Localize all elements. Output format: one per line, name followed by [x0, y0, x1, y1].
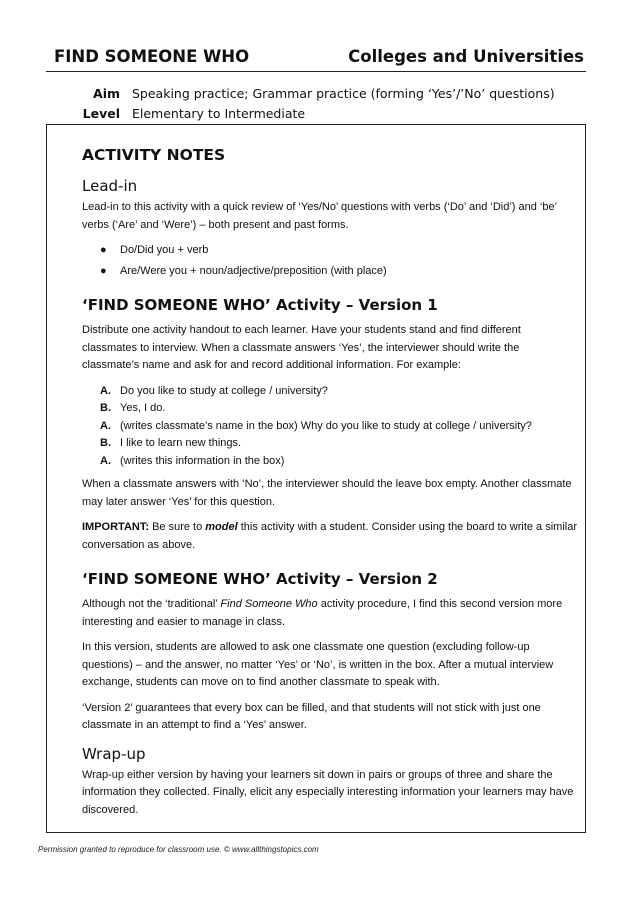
version1-intro: Distribute one activity handout to each learner. Have your students stand and find different classmates to interview. When a classmate answers ‘Yes’, the interviewer should write the classmate’s name and ask for and record additional information. For example:: [82, 324, 521, 371]
page-header: [54, 47, 584, 71]
bullet-icon: ●: [100, 244, 107, 256]
aim-label: Aim: [93, 86, 120, 101]
version2-para-2: In this version, students are allowed to ask one classmate one question (excluding follow-up questions) – and the answer, no matter ‘Yes’ or ‘No’, is written in the box. After a mutual interview exchange, students can move on to find another classmate to speak with.: [82, 641, 554, 688]
version1-important: IMPORTANT: Be sure to model this activity with a student. Consider using the board to write a similar conversation as above.: [82, 521, 578, 551]
version1-no-answer: When a classmate answers with ‘No’, the interviewer should the leave box empty. Another classmate may later answer ‘Yes’ for this question.: [82, 478, 572, 508]
level-label: Level: [82, 106, 120, 121]
leadin-text: Lead-in to this activity with a quick review of ‘Yes/No’ questions with verbs (‘Do’ and ‘Did’) and ‘be’ verbs (‘Are’ and ‘Were’) – both present and past forms.: [82, 201, 557, 231]
notes-heading: ACTIVITY NOTES: [82, 146, 226, 164]
dialogue-line: B. Yes, I do.: [100, 402, 166, 414]
bullet-item: ● Do/Did you + verb: [82, 242, 578, 260]
dialogue-line: A. Do you like to study at college / university?: [100, 384, 328, 397]
version2-heading: ‘FIND SOMEONE WHO’ Activity – Version 2: [82, 570, 438, 588]
header-rule: [46, 71, 586, 72]
activity-notes: [82, 143, 578, 827]
topic-title: Colleges and Universities: [348, 47, 584, 66]
wrapup-text: Wrap-up either version by having your learners sit down in pairs or groups of three and share the information they collected. Finally, elicit any especially interesting information your learners may have discovered.: [82, 768, 574, 816]
footer-permission: Permission granted to reproduce for classroom use. © www.allthingstopics.com: [38, 845, 319, 854]
wrapup-heading: Wrap-up: [82, 744, 146, 763]
example-dialogue: [82, 383, 578, 471]
dialogue-line: B. I like to learn new things.: [100, 437, 242, 449]
bullet-icon: ●: [100, 264, 107, 277]
aim-value: Speaking practice; Grammar practice (forming ‘Yes’/’No’ questions): [132, 86, 555, 101]
bullet-item: ● Are/Were you + noun/adjective/preposition (with place): [82, 263, 578, 281]
dialogue-line: A. (writes this information in the box): [100, 454, 285, 467]
page-title: FIND SOMEONE WHO: [54, 47, 250, 66]
version2-para-1: Although not the ‘traditional’ Find Someone Who activity procedure, I find this second version more interesting and easier to manage in class.: [82, 598, 563, 628]
leadin-bullets: [82, 242, 578, 280]
leadin-heading: Lead-in: [82, 177, 138, 195]
version2-para-3: ‘Version 2’ guarantees that every box can be filled, and that students will not stick with just one classmate in an attempt to find a ‘Yes’ answer.: [82, 701, 541, 731]
dialogue-line: A. (writes classmate’s name in the box) Why do you like to study at college / university?: [100, 419, 532, 432]
version1-heading: ‘FIND SOMEONE WHO’ Activity – Version 1: [82, 296, 438, 314]
level-value: Elementary to Intermediate: [132, 106, 306, 121]
